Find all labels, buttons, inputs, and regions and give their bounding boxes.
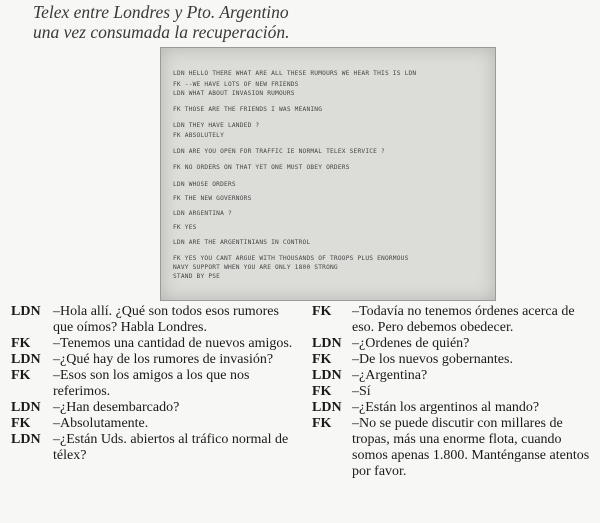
speaker-label: FK: [11, 336, 31, 351]
telex-line: FK YES: [173, 224, 197, 231]
speaker-label: LDN: [11, 304, 41, 319]
dialogue-entry: [312, 384, 594, 400]
speaker-label: FK: [312, 304, 332, 319]
dialogue-text: –Absolutamente.: [53, 416, 149, 431]
speaker-label: FK: [312, 384, 332, 399]
dialogue-entry: [11, 432, 301, 464]
dialogue-text: –Tenemos una cantidad de nuevos amigos.: [53, 336, 293, 351]
speaker-label: LDN: [11, 400, 41, 415]
telex-line: FK THE NEW GOVERNORS: [173, 195, 252, 202]
telex-line: LDN THEY HAVE LANDED ?: [173, 122, 260, 129]
speaker-label: LDN: [312, 368, 342, 383]
dialogue-entry: [312, 352, 594, 368]
dialogue-text: –¿Ordenes de quién?: [352, 336, 470, 351]
speaker-label: FK: [11, 416, 31, 431]
telex-line: LDN HELLO THERE WHAT ARE ALL THESE RUMOURS WE HEAR THIS IS LDN: [173, 70, 417, 77]
dialogue-text: –¿Qué hay de los rumores de invasión?: [53, 352, 274, 367]
telex-line: FK ABSOLUTELY: [173, 132, 225, 139]
telex-line: LDN ARE THE ARGENTINIANS IN CONTROL: [173, 239, 311, 246]
dialogue-entry: [11, 352, 301, 368]
caption-line-1: Telex entre Londres y Pto. Argentino: [33, 2, 289, 22]
speaker-label: FK: [312, 352, 332, 367]
telex-line: LDN WHAT ABOUT INVASION RUMOURS: [173, 90, 295, 97]
dialogue-entry: [11, 336, 301, 352]
translation-right-column: [312, 304, 594, 480]
telex-line: FK NO ORDERS ON THAT YET ONE MUST OBEY ORDERS: [173, 164, 350, 171]
dialogue-text: –Sí: [352, 384, 371, 399]
speaker-label: LDN: [11, 432, 41, 447]
dialogue-entry: [312, 416, 594, 480]
speaker-label: LDN: [312, 336, 342, 351]
speaker-label: FK: [11, 368, 31, 383]
dialogue-text: –¿Están los argentinos al mando?: [352, 400, 540, 415]
speaker-label: FK: [312, 416, 332, 431]
speaker-label: LDN: [312, 400, 342, 415]
dialogue-text: –¿Están Uds. abiertos al tráfico normal de télex?: [53, 432, 289, 463]
speaker-label: LDN: [11, 352, 41, 367]
dialogue-text: –¿Argentina?: [352, 368, 428, 383]
telex-line: FK --WE HAVE LOTS OF NEW FRIENDS: [173, 81, 299, 88]
telex-line: FK THOSE ARE THE FRIENDS I WAS MEANING: [173, 106, 323, 113]
translation-left-column: [11, 304, 301, 464]
telex-line: LDN ARGENTINA ?: [173, 210, 232, 217]
dialogue-entry: [11, 416, 301, 432]
dialogue-text: –Esos son los amigos a los que nos referimos.: [53, 368, 250, 399]
dialogue-entry: [11, 400, 301, 416]
dialogue-text: –Todavía no tenemos órdenes acerca de eso. Pero debemos obedecer.: [352, 304, 575, 335]
dialogue-entry: [11, 368, 301, 400]
telex-line: LDN ARE YOU OPEN FOR TRAFFIC IE NORMAL TELEX SERVICE ?: [173, 148, 385, 155]
dialogue-entry: [312, 368, 594, 384]
telex-line: FK YES YOU CANT ARGUE WITH THOUSANDS OF TROOPS PLUS ENORMOUS: [173, 255, 409, 262]
caption-line-2: una vez consumada la recuperación.: [33, 22, 290, 42]
telex-line: STAND BY PSE: [173, 273, 221, 280]
telex-photo: [160, 47, 496, 301]
telex-line: NAVY SUPPORT WHEN YOU ARE ONLY 1800 STRONG: [173, 264, 338, 271]
dialogue-text: –De los nuevos gobernantes.: [352, 352, 513, 367]
dialogue-entry: [312, 304, 594, 336]
photo-caption: [33, 2, 333, 42]
dialogue-text: –¿Han desembarcado?: [53, 400, 180, 415]
dialogue-entry: [312, 400, 594, 416]
dialogue-text: –Hola allí. ¿Qué son todos esos rumores que oímos? Habla Londres.: [53, 304, 279, 335]
dialogue-entry: [11, 304, 301, 336]
telex-line: LDN WHOSE ORDERS: [173, 181, 236, 188]
dialogue-entry: [312, 336, 594, 352]
dialogue-text: –No se puede discutir con millares de tropas, más una enorme flota, cuando somos apenas 1.800. Manténganse atentos por favor.: [352, 416, 590, 479]
